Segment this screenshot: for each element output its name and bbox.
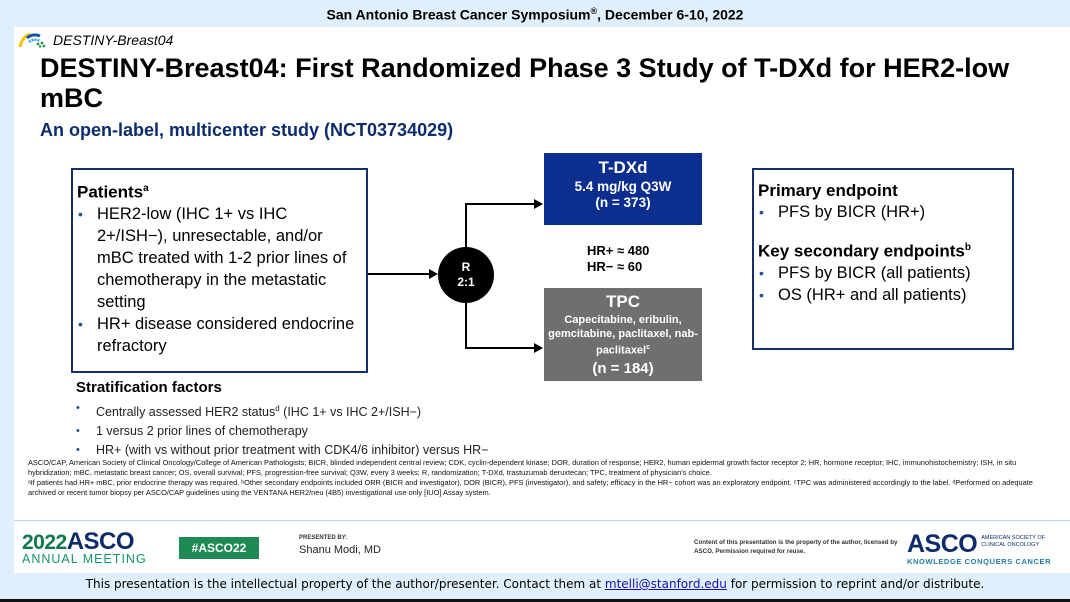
endpoint-item: • PFS by BICR (all patients) xyxy=(758,262,1008,284)
stratification-item: • 1 versus 2 prior lines of chemotherapy xyxy=(76,422,596,441)
presenter-name: Shanu Modi, MD xyxy=(299,544,381,556)
asco-annual-meeting-logo: 2022ASCO ANNUAL MEETING xyxy=(22,528,147,566)
stratification-item: • Centrally assessed HER2 status$^d$ (IHC 1+ vs IHC 2+/ISH−) xyxy=(76,399,596,422)
tdxd-arm-box xyxy=(544,153,702,225)
primary-endpoint-list xyxy=(758,201,1008,223)
hr-negative-count: HR− ≈ 60 xyxy=(587,259,643,274)
asco-tagline: KNOWLEDGE CONQUERS CANCER xyxy=(907,557,1052,566)
primary-endpoint-heading: Primary endpoint xyxy=(758,181,898,200)
stratification-factors xyxy=(76,379,596,460)
connector-line xyxy=(465,203,535,205)
brand-label: DESTINY-Breast04 xyxy=(53,32,174,48)
content-ownership-note: Content of this presentation is the property of the author, licensed by ASCO. Permission required for reuse. xyxy=(694,539,898,555)
patients-heading: Patients$^a$ xyxy=(77,182,149,202)
presented-by-label: PRESENTED BY: xyxy=(299,535,348,541)
randomization-label: R xyxy=(461,260,471,274)
event-header xyxy=(0,0,1070,27)
endpoints-box xyxy=(752,168,1014,350)
arm-name: T-DXd xyxy=(598,158,648,177)
secondary-endpoints-heading: Key secondary endpoints$^b$ xyxy=(758,241,971,261)
notes-footnote: ᵃIf patients had HR+ mBC, prior endocrine therapy was required. ᵇOther secondary endpoints included ORR (BICR and investigator), DOR (BICR), PFS (investigator), and safety; efficacy in the HR− cohort was an exploratory endpoint. ᶜTPC was administered accordingly to the label. ᵈPerformed on adequate archived or recent tumor biopsy per ASCO/CAP guidelines using the VENTANA HER2/neu (4B5) investigational use only [IUO] Assay system. xyxy=(28,478,1033,497)
footer-divider xyxy=(14,520,1070,521)
hr-positive-count: HR+ ≈ 480 xyxy=(587,243,650,258)
stratification-list xyxy=(76,399,596,460)
arm-name: TPC xyxy=(606,292,640,311)
randomization-ratio: 2:1 xyxy=(457,275,475,289)
connector-line xyxy=(465,203,467,249)
hashtag-badge: #ASCO22 xyxy=(179,537,259,559)
notice-text: for permission to reprint and/or distribute. xyxy=(726,577,985,591)
abbreviations-footnote: ASCO/CAP, American Society of Clinical Oncology/College of American Pathologists; BICR, blinded independent central review; CDK, cyclin-dependent kinase; DOR, duration of response; HER2, human epidermal growth factor receptor 2; HR, hormone receptor; IHC, immunohistochemistry; ISH, in situ hybridization; mBC, metastatic breast cancer; OS, overall survival; PFS, progression-free survival; Q3W, every 3 weeks; R, randomization; T-DXd, trastuzumab deruxtecan; TPC, treatment of physician's choice. xyxy=(28,458,1017,477)
patients-criterion: • HR+ disease considered endocrine refractory xyxy=(77,313,362,357)
notice-text: This presentation is the intellectual property of the author/presenter. Contact them at xyxy=(85,577,605,591)
arrowhead-icon xyxy=(534,343,543,353)
arm-dose: 5.4 mg/kg Q3W xyxy=(574,179,672,194)
endpoint-item: • PFS by BICR (HR+) xyxy=(758,201,1008,223)
tpc-arm-box xyxy=(544,288,702,381)
patients-box xyxy=(71,168,368,373)
contact-email-link[interactable]: mtelli@stanford.edu xyxy=(604,577,727,591)
randomization-node xyxy=(438,247,494,303)
slide xyxy=(14,27,1070,573)
hr-counts xyxy=(587,243,649,275)
event-name: San Antonio Breast Cancer Symposium xyxy=(326,6,591,23)
stratification-heading: Stratification factors xyxy=(76,379,222,396)
slide-title: DESTINY-Breast04: First Randomized Phase 3 Study of T-DXd for HER2-low mBC xyxy=(40,53,1010,113)
arm-n: (n = 184) xyxy=(592,359,654,377)
arm-n: (n = 373) xyxy=(595,195,651,210)
arm-drugs: Capecitabine, eribulin, gemcitabine, paclitaxel, nab-paclitaxel$^c$ xyxy=(548,314,698,357)
patients-criterion: • HER2-low (IHC 1+ vs IHC 2+/ISH−), unresectable, and/or mBC treated with 1-2 prior lines of chemotherapy in the metastatic setting xyxy=(77,203,362,313)
slide-subtitle: An open-label, multicenter study (NCT03734029) xyxy=(40,120,454,140)
arrowhead-icon xyxy=(429,269,438,279)
connector-line xyxy=(465,347,535,349)
stratification-item: • HR+ (with vs without prior treatment with CDK4/6 inhibitor) versus HR− xyxy=(76,441,596,460)
destiny-arc-logo-icon xyxy=(18,32,48,48)
registered-mark: ® xyxy=(590,6,598,16)
event-dates: , December 6-10, 2022 xyxy=(597,6,744,23)
secondary-endpoint-list xyxy=(758,262,1008,306)
asco-logo: ASCO AMERICAN SOCIETY OF CLINICAL ONCOLOGY KNOWLEDGE CONQUERS CANCER xyxy=(907,530,1052,566)
patients-criteria-list xyxy=(77,203,362,357)
study-brand xyxy=(18,31,173,49)
presenter-info xyxy=(299,535,381,556)
footnotes xyxy=(28,458,1058,498)
arrowhead-icon xyxy=(534,199,543,209)
copyright-notice xyxy=(0,574,1070,598)
endpoint-item: • OS (HR+ and all patients) xyxy=(758,284,1008,306)
connector-line xyxy=(368,273,430,275)
connector-line xyxy=(465,301,467,349)
